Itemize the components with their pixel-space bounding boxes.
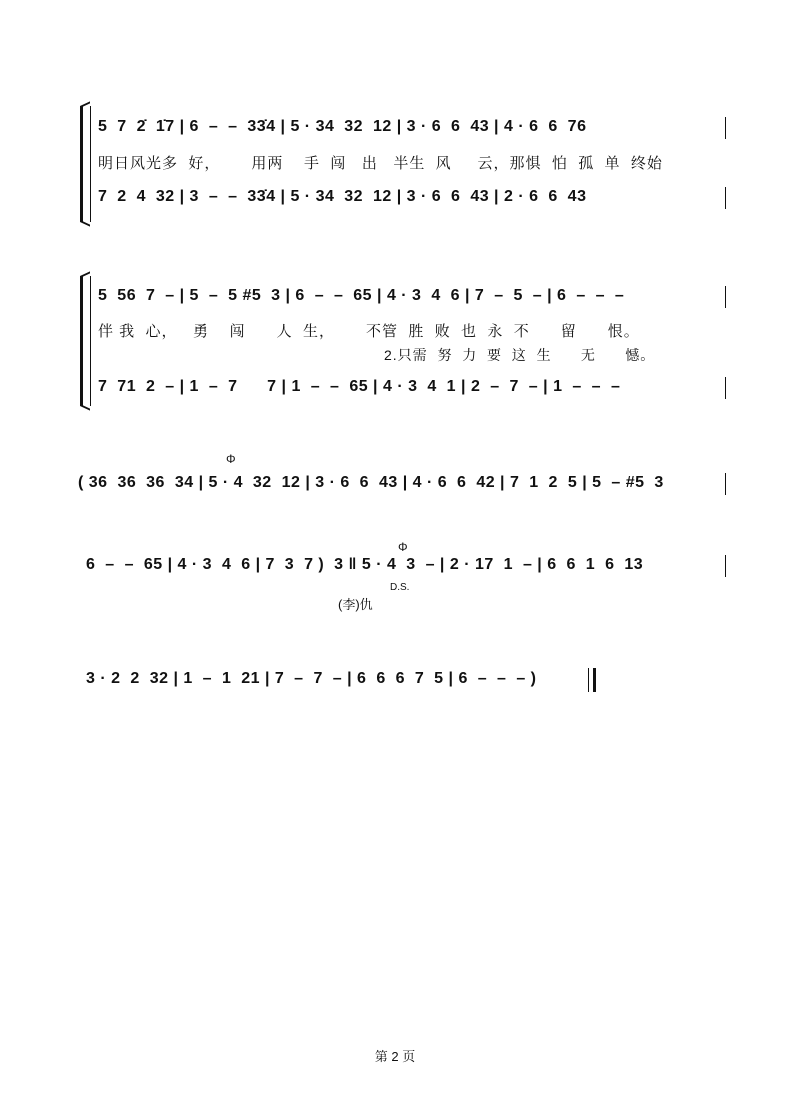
bar-line <box>725 555 726 577</box>
harmony-line: 7 2 4 32 | 3 – – 33̇4 | 5 · 34 32 12 | 3 · 6 6 43 | 2 · 6 6 43 <box>98 188 587 205</box>
final-barline <box>588 668 596 692</box>
annotation-text: (李)仇 <box>338 597 373 612</box>
bar-line <box>725 473 726 495</box>
lyric-line: 伴 我 心， 勇 闯 人 生， 不管 胜 败 也 永 不 留 恨。 <box>98 323 640 340</box>
page-number: 第 2 页 <box>374 1049 416 1064</box>
coda-sign: Φ <box>398 540 408 554</box>
melody-line: 5 56 7 – | 5 – 5 #5 3 | 6 – – 65 | 4 · 3 4 6 | 7 – 5 – | 6 – – – <box>98 287 625 304</box>
ds-mark: D.S. <box>390 582 410 593</box>
interlude-line: ( 36 36 36 34 | 5 · 4 32 12 | 3 · 6 6 43 | 4 · 6 6 42 | 7 1 2 5 | 5 – #5 3 <box>78 474 664 491</box>
coda-sign: Φ <box>226 452 236 466</box>
lyric-line-2: 2.只需 努 力 要 这 生 无 憾。 <box>384 347 656 363</box>
bar-line <box>725 187 726 209</box>
lyric-line: 明日风光多 好， 用两 手 闯 出 半生 风 云，那惧 怕 孤 单 终始 <box>98 155 663 172</box>
interlude-line: 6 – – 65 | 4 · 3 4 6 | 7 3 7 ) 3 ‖ 5 · 4 3 – | 2 · 17 1 – | 6 6 1 6 13 <box>86 556 644 573</box>
bar-line <box>725 117 726 139</box>
harmony-line: 7 71 2 – | 1 – 7 7 | 1 – – 65 | 4 · 3 4 1 | 2 – 7 – | 1 – – – <box>98 378 621 395</box>
melody-line: 5 7 2̇ 1̇7 | 6 – – 33̇4 | 5 · 34 32 12 | 3 · 6 6 43 | 4 · 6 6 76 <box>98 118 587 135</box>
bar-line <box>725 286 726 308</box>
ending-line: 3 · 2 2 32 | 1 – 1 21 | 7 – 7 – | 6 6 6 7 5 | 6 – – – ) <box>86 670 537 687</box>
bar-line <box>725 377 726 399</box>
